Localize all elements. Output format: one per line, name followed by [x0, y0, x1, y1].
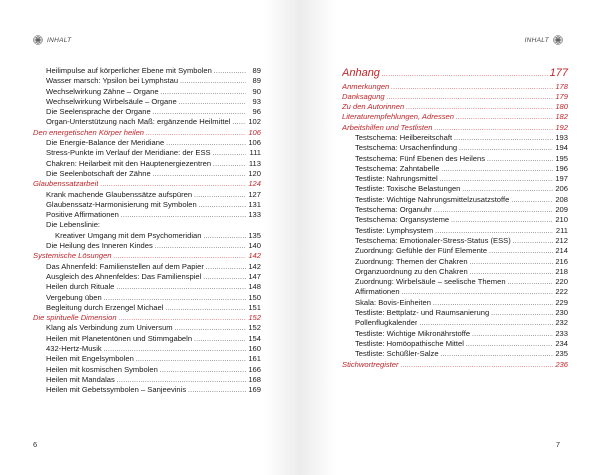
toc-entry-title: Organzuordnung zu den Chakren	[355, 266, 468, 276]
toc-entry-title: Das Ahnenfeld: Familienstellen auf dem Papier	[46, 261, 204, 271]
toc-entry	[342, 226, 568, 236]
toc-entry-page: 160	[248, 344, 261, 354]
toc-entry-page: 220	[555, 277, 568, 287]
page-number: 7	[555, 440, 560, 449]
toc-dot-leader	[206, 263, 246, 273]
toc-dot-leader	[180, 77, 246, 87]
toc-dot-leader	[466, 340, 553, 350]
toc-dot-leader	[213, 149, 246, 159]
toc-entry-title: Testliste: Toxische Belastungen	[355, 184, 461, 194]
toc-entry	[33, 385, 261, 395]
toc-entry-page: 161	[248, 354, 261, 364]
toc-dot-leader	[214, 67, 246, 77]
toc-section-heading	[33, 128, 261, 138]
toc-entry-page: 142	[248, 261, 261, 271]
left-running-header	[33, 35, 71, 45]
toc-entry-title: Positive Affirmationen	[46, 210, 119, 220]
toc-entry-title: Affirmationen	[355, 287, 400, 297]
toc-entry-title: Zu den Autorinnen	[342, 102, 405, 112]
toc-entry-title: Testschema: Fünf Ebenen des Heilens	[355, 153, 486, 163]
toc-dot-leader	[401, 361, 553, 371]
toc-entry-title: Wasser marsch: Ypsilon bei Lymphstau	[46, 76, 179, 86]
toc-entry-page: 150	[248, 292, 261, 302]
toc-entry-page: 154	[248, 333, 261, 343]
toc-entry-page: 233	[555, 328, 568, 338]
toc-entry-title: Skala: Bovis-Einheiten	[355, 297, 431, 307]
toc-entry-page: 127	[248, 189, 261, 199]
toc-entry	[33, 375, 261, 385]
toc-entry-title: 432-Hertz-Musik	[46, 344, 102, 354]
toc-entry-page: 147	[248, 271, 261, 281]
toc-dot-leader	[491, 309, 553, 319]
toc-entry-page: 90	[252, 86, 261, 96]
toc-entry	[33, 272, 261, 282]
toc-section-heading	[342, 82, 568, 92]
toc-section-heading	[342, 92, 568, 102]
header-label: INHALT	[47, 36, 72, 44]
toc-entry-title: Zuordnung: Wirbelsäule – seelische Themen	[355, 277, 506, 287]
toc-entry-title: Anmerkungen	[342, 81, 390, 91]
toc-entry	[342, 287, 568, 297]
toc-dot-leader	[456, 113, 553, 123]
toc-section-heading	[342, 102, 568, 112]
toc-entry-title: Testliste: Wichtige Nahrungsmittelzusatzstoffe	[355, 194, 510, 204]
toc-entry-title: Testliste: Schüßler-Salze	[355, 349, 439, 359]
toc-dot-leader	[434, 206, 553, 216]
table-of-contents-left	[33, 66, 261, 396]
toc-entry	[33, 334, 261, 344]
toc-entry-title: Testliste: Lymphsystem	[355, 225, 434, 235]
toc-entry-page: 197	[555, 174, 568, 184]
toc-entry-page: 179	[555, 91, 568, 101]
toc-dot-leader	[487, 155, 553, 165]
toc-entry	[33, 66, 261, 76]
toc-entry	[33, 190, 261, 200]
toc-entry	[342, 349, 568, 359]
toc-dot-leader	[121, 211, 246, 221]
toc-entry	[342, 339, 568, 349]
toc-entry-title: Testschema: Organsysteme	[355, 215, 450, 225]
toc-entry	[342, 184, 568, 194]
toc-entry	[342, 164, 568, 174]
toc-entry-page: 152	[248, 313, 261, 323]
toc-entry-page: 178	[555, 81, 568, 91]
toc-entry-page: 182	[555, 112, 568, 122]
toc-entry	[342, 318, 568, 328]
toc-entry-page: 120	[248, 168, 261, 178]
toc-entry-title: Die Lebenslinie:	[46, 220, 101, 230]
toc-entry-page: 89	[252, 76, 261, 86]
toc-entry-title: Heilen mit Mandalas	[46, 374, 115, 384]
toc-entry	[342, 329, 568, 339]
toc-entry-page: 208	[555, 194, 568, 204]
toc-entry	[33, 97, 261, 107]
toc-entry-title: Die Seelensprache der Organe	[46, 107, 151, 117]
toc-entry-page: 102	[248, 117, 261, 127]
toc-entry-title: Heilen durch Rituale	[46, 282, 115, 292]
toc-entry	[33, 231, 261, 241]
toc-entry-title: Krank machende Glaubenssätze aufspüren	[46, 189, 193, 199]
toc-entry-title: Testschema: Zahntabelle	[355, 163, 440, 173]
toc-section-heading	[33, 251, 261, 261]
toc-entry	[33, 262, 261, 272]
toc-entry	[33, 293, 261, 303]
toc-entry-title: Arbeitshilfen und Testlisten	[342, 122, 433, 132]
toc-entry-page: 169	[248, 385, 261, 395]
toc-entry-page: 133	[248, 210, 261, 220]
toc-entry-title: Die spirituelle Dimension	[33, 313, 117, 323]
toc-dot-leader	[165, 304, 246, 314]
toc-dot-leader	[508, 278, 553, 288]
toc-entry-title: Glaubenssatzarbeit	[33, 179, 99, 189]
toc-entry	[342, 308, 568, 318]
toc-entry	[342, 215, 568, 225]
toc-entry-title: Testschema: Heilbereitschaft	[355, 132, 453, 142]
toc-entry-title: Testschema: Organuhr	[355, 205, 432, 215]
toc-entry-title: Die Energie-Balance der Meridiane	[46, 138, 165, 148]
toc-dot-leader	[213, 160, 246, 170]
toc-entry-title: Kreativer Umgang mit dem Psychomeridian	[55, 230, 202, 240]
toc-entry-title: Testliste: Wichtige Mikronährstoffe	[355, 328, 471, 338]
toc-dot-leader	[511, 196, 553, 206]
toc-entry-title: Die Seelenbotschaft der Zähne	[46, 168, 151, 178]
toc-entry-page: 106	[248, 138, 261, 148]
toc-entry-page: 209	[555, 205, 568, 215]
toc-entry	[342, 277, 568, 287]
toc-entry	[33, 159, 261, 169]
toc-entry	[33, 76, 261, 86]
flower-of-life-icon	[553, 35, 563, 45]
toc-entry-title: Systemische Lösungen	[33, 251, 112, 261]
flower-of-life-icon	[33, 35, 43, 45]
right-running-header	[525, 35, 563, 45]
toc-entry-page: 214	[555, 246, 568, 256]
toc-entry-page: 236	[555, 359, 568, 369]
toc-entry-page: 229	[555, 297, 568, 307]
toc-dot-leader	[434, 124, 553, 134]
toc-entry-page: 168	[248, 374, 261, 384]
toc-entry-title: Anhang	[342, 67, 380, 79]
toc-entry	[342, 133, 568, 143]
toc-entry-title: Stress-Punkte im Verlauf der Meridiane: der ESS	[46, 148, 211, 158]
toc-entry-page: 211	[555, 225, 568, 235]
toc-section-heading	[33, 313, 261, 323]
toc-entry-page: 232	[555, 318, 568, 328]
toc-dot-leader	[116, 283, 246, 293]
toc-entry-title: Heilen mit Planetentönen und Stimmgabeln	[46, 333, 193, 343]
toc-entry-title: Heilen mit Gebetssymbolen – Sanjeevinis	[46, 385, 187, 395]
toc-dot-leader	[179, 98, 246, 108]
toc-dot-leader	[194, 191, 246, 201]
toc-section-heading	[342, 360, 568, 370]
toc-dot-leader	[391, 83, 553, 93]
toc-entry-page: 234	[555, 338, 568, 348]
toc-dot-leader	[153, 170, 246, 180]
toc-entry-page: 151	[248, 302, 261, 312]
toc-entry	[33, 282, 261, 292]
toc-entry-title: Wechselwirkung Wirbelsäule – Organe	[46, 96, 177, 106]
toc-entry-page: 216	[555, 256, 568, 266]
toc-entry	[342, 205, 568, 215]
toc-entry	[33, 138, 261, 148]
toc-dot-leader	[188, 386, 246, 396]
toc-dot-leader	[454, 134, 553, 144]
toc-entry-page: 180	[555, 102, 568, 112]
toc-entry-title: Pollenflugkalender	[355, 318, 418, 328]
toc-dot-leader	[199, 201, 246, 211]
toc-entry-page: 212	[555, 235, 568, 245]
toc-entry-page: 140	[248, 241, 261, 251]
toc-entry-title: Zuordnung: Themen der Chakren	[355, 256, 468, 266]
toc-entry	[33, 210, 261, 220]
toc-entry-title: Ausgleich des Ahnenfeldes: Das Familienspiel	[46, 271, 202, 281]
page-number: 6	[33, 440, 38, 449]
toc-section-heading	[342, 123, 568, 133]
toc-entry	[33, 303, 261, 313]
toc-entry-page: 230	[555, 308, 568, 318]
toc-entry	[342, 195, 568, 205]
toc-dot-leader	[489, 247, 553, 257]
toc-entry	[342, 143, 568, 153]
toc-entry-title: Klang als Verbindung zum Universum	[46, 323, 173, 333]
toc-entry	[33, 365, 261, 375]
toc-entry-page: 142	[248, 251, 261, 261]
toc-entry-title: Heilimpulse auf körperlicher Ebene mit Symbolen	[46, 66, 212, 75]
toc-entry-title: Wechselwirkung Zähne – Organe	[46, 86, 159, 96]
toc-entry-title: Testliste: Homöopathische Mittel	[355, 338, 464, 348]
toc-entry	[342, 267, 568, 277]
toc-entry	[33, 344, 261, 354]
toc-dot-leader	[472, 330, 553, 340]
toc-entry-title: Testliste: Bettplatz- und Raumsanierung	[355, 308, 490, 318]
toc-dot-leader	[155, 242, 246, 252]
toc-entry	[33, 117, 261, 127]
toc-entry	[342, 298, 568, 308]
toc-entry-page: 218	[555, 266, 568, 276]
toc-entry-page: 89	[252, 66, 261, 75]
toc-entry	[342, 246, 568, 256]
toc-dot-leader	[451, 216, 553, 226]
toc-dot-leader	[441, 165, 553, 175]
toc-entry	[33, 87, 261, 97]
toc-dot-leader	[470, 258, 553, 268]
toc-entry-page: 106	[248, 127, 261, 137]
toc-entry	[33, 241, 261, 251]
toc-dot-leader	[232, 118, 246, 128]
toc-entry-page: 135	[248, 230, 261, 240]
toc-entry-page: 210	[555, 215, 568, 225]
toc-entry-title: Vergebung üben	[46, 292, 102, 302]
toc-entry-page: 111	[249, 148, 261, 158]
toc-entry-page: 194	[555, 143, 568, 153]
toc-entry-title: Stichwortregister	[342, 359, 399, 369]
toc-entry-page: 148	[248, 282, 261, 292]
toc-dot-leader	[194, 335, 246, 345]
toc-entry	[342, 174, 568, 184]
toc-dot-leader	[513, 237, 553, 247]
toc-entry	[33, 148, 261, 158]
toc-entry-page: 152	[248, 323, 261, 333]
toc-entry-title: Testschema: Ursachenfindung	[355, 143, 458, 153]
toc-entry-page: 192	[555, 122, 568, 132]
toc-entry	[33, 107, 261, 117]
toc-entry-page: 206	[555, 184, 568, 194]
toc-section-heading	[33, 179, 261, 189]
toc-entry-page: 131	[248, 199, 261, 209]
toc-entry-title: Danksagung	[342, 91, 385, 101]
toc-dot-leader	[160, 366, 246, 376]
toc-entry-title: Testliste: Nahrungsmittel	[355, 174, 438, 184]
toc-entry	[342, 257, 568, 267]
toc-entry	[342, 154, 568, 164]
toc-entry-title: Den energetischen Körper heilen	[33, 127, 145, 137]
toc-entry-title: Zuordnung: Gefühle der Fünf Elemente	[355, 246, 488, 256]
toc-dot-leader	[387, 93, 553, 103]
header-label: INHALT	[524, 36, 549, 44]
toc-entry-title: Heilen mit kosmischen Symbolen	[46, 364, 158, 374]
toc-entry-page: 177	[549, 67, 568, 79]
toc-section-heading	[342, 67, 568, 81]
toc-entry	[33, 220, 261, 230]
toc-entry-page: 235	[555, 349, 568, 359]
toc-entry-page: 196	[555, 163, 568, 173]
toc-entry-page: 193	[555, 132, 568, 142]
toc-entry	[33, 354, 261, 364]
toc-dot-leader	[441, 350, 553, 360]
table-of-contents-right	[342, 67, 568, 370]
toc-entry-page: 222	[555, 287, 568, 297]
toc-entry-title: Organ-Unterstützung nach Maß: ergänzende Heilmittel	[46, 117, 231, 127]
toc-dot-leader	[382, 69, 548, 83]
toc-entry-page: 93	[252, 96, 261, 106]
toc-dot-leader	[203, 273, 246, 283]
toc-entry-page: 96	[252, 107, 261, 117]
toc-entry-title: Literaturempfehlungen, Adressen	[342, 112, 455, 122]
toc-entry-page: 124	[248, 179, 261, 189]
toc-section-heading	[342, 112, 568, 122]
toc-entry-page: 166	[248, 364, 261, 374]
toc-entry-page: 195	[555, 153, 568, 163]
toc-entry	[33, 323, 261, 333]
toc-entry-title: Glaubenssatz-Harmonisierung mit Symbolen	[46, 199, 197, 209]
toc-entry-title: Testschema: Emotionaler-Stress-Status (ESS)	[355, 235, 511, 245]
toc-entry	[33, 200, 261, 210]
toc-entry-title: Chakren: Heilarbeit mit den Hauptenergiezentren	[46, 158, 212, 168]
right-page	[300, 0, 600, 475]
toc-entry-title: Begleitung durch Erzengel Michael	[46, 302, 164, 312]
toc-entry	[342, 236, 568, 246]
toc-entry-title: Die Heilung des Inneren Kindes	[46, 241, 153, 251]
toc-dot-leader	[203, 232, 246, 242]
toc-entry-page: 113	[248, 158, 261, 168]
toc-entry-title: Heilen mit Engelsymbolen	[46, 354, 134, 364]
toc-entry	[33, 169, 261, 179]
